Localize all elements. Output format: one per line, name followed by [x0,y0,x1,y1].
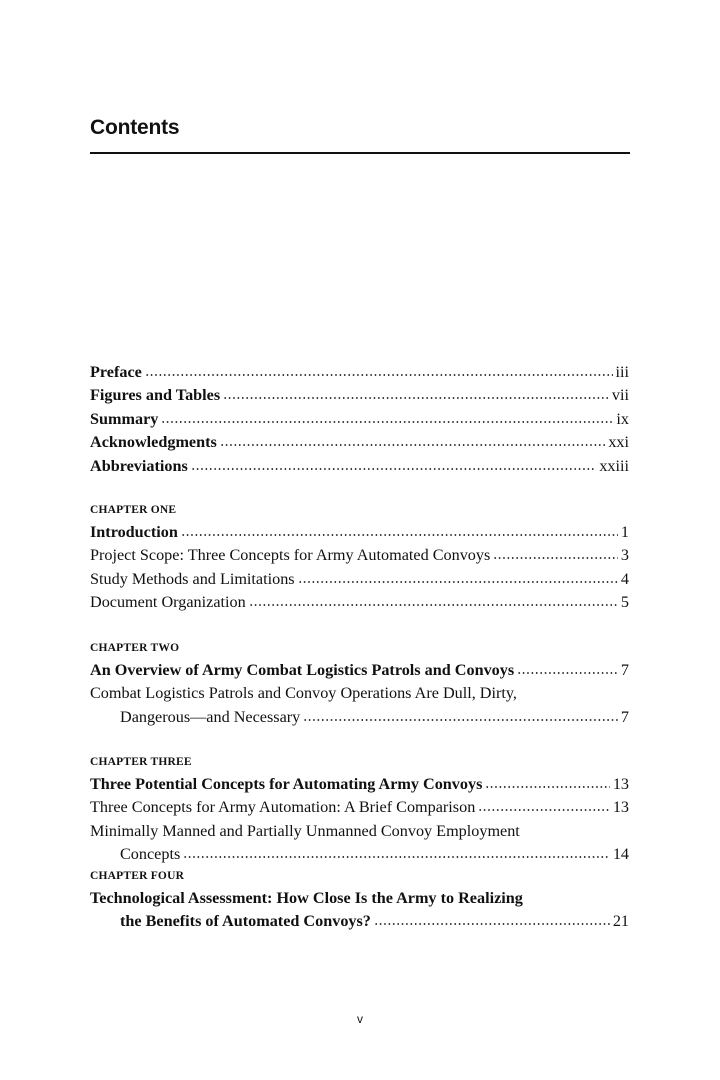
entry-page: 13 [612,775,629,793]
toc-entry-abbreviations[interactable] [90,455,629,478]
entry-title: Project Scope: Three Concepts for Army Automated Convoys [90,546,491,565]
entry-title: Concepts [120,845,181,864]
entry-page: 1 [620,523,629,541]
entry-page: 7 [620,661,629,679]
entry-page: 3 [620,546,629,565]
dot-leader [303,718,618,722]
toc-chapter-title[interactable] [90,521,629,544]
entry-title: Acknowledgments [90,433,217,452]
entry-title: Abbreviations [90,456,188,475]
chapter-label: CHAPTER TWO [90,642,180,654]
chapter-label: CHAPTER ONE [90,504,177,516]
dot-leader [298,580,618,584]
toc-entry-acknowledgments[interactable] [90,431,629,454]
entry-title: Dangerous—and Necessary [120,707,301,726]
dot-leader [191,467,597,471]
toc-chapter-title[interactable] [90,773,629,796]
entry-title: Document Organization [90,593,246,612]
toc-section-line2[interactable] [90,706,629,729]
entry-title: Figures and Tables [90,386,221,405]
entry-page: 13 [612,798,629,817]
entry-title: Study Methods and Limitations [90,569,295,588]
dot-leader [161,420,613,424]
front-matter-list [90,361,629,478]
title-rule [90,152,630,154]
entry-page: ix [616,409,629,428]
entry-page: 7 [620,707,629,726]
entry-title: An Overview of Army Combat Logistics Patrols and Convoys [90,661,515,679]
entry-page: vii [611,386,629,405]
chapter-label: CHAPTER THREE [90,756,192,768]
toc-section[interactable] [90,591,629,614]
chapter-two [90,637,629,729]
entry-title: Three Concepts for Army Automation: A Brief Comparison [90,798,476,817]
entry-page: 14 [612,845,629,864]
page-title: Contents [90,116,180,139]
entry-title: the Benefits of Automated Convoys? [120,912,371,931]
toc-section[interactable] [90,796,629,819]
dot-leader [145,373,613,377]
toc-chapter-title-line1[interactable]: Technological Assessment: How Close Is the Army to Realizing [90,889,523,907]
entry-page: 21 [612,912,629,931]
entry-title: Preface [90,363,142,381]
toc-entry-figures-tables[interactable] [90,384,629,407]
toc-section-line1[interactable]: Combat Logistics Patrols and Convoy Operations Are Dull, Dirty, [90,684,517,703]
entry-page: xxiii [599,456,629,475]
dot-leader [249,603,618,607]
chapter-label: CHAPTER FOUR [90,870,185,882]
chapter-one [90,499,629,615]
entry-title: Summary [90,409,159,428]
toc-section[interactable] [90,568,629,591]
chapter-four [90,865,629,934]
entry-page: xxi [608,433,629,452]
dot-leader [220,443,606,447]
dot-leader [493,556,618,560]
entry-page: 5 [620,593,629,612]
entry-page: iii [615,363,629,381]
entry-title: Three Potential Concepts for Automating Army Convoys [90,775,483,793]
dot-leader [517,671,618,675]
toc-chapter-title[interactable] [90,659,629,682]
dot-leader [478,808,610,812]
toc-entry-summary[interactable] [90,408,629,431]
dot-leader [374,922,610,926]
dot-leader [485,785,609,789]
toc-entry-preface[interactable] [90,361,629,384]
entry-title: Introduction [90,523,178,541]
chapter-three [90,751,629,867]
dot-leader [223,396,609,400]
entry-page: 4 [620,569,629,588]
toc-section[interactable] [90,544,629,567]
toc-section-line2[interactable] [90,843,629,866]
dot-leader [183,855,610,859]
toc-chapter-title-line2[interactable] [90,910,629,933]
toc-section-line1[interactable]: Minimally Manned and Partially Unmanned Convoy Employment [90,821,520,840]
dot-leader [181,533,618,537]
page-number: v [357,1012,363,1026]
